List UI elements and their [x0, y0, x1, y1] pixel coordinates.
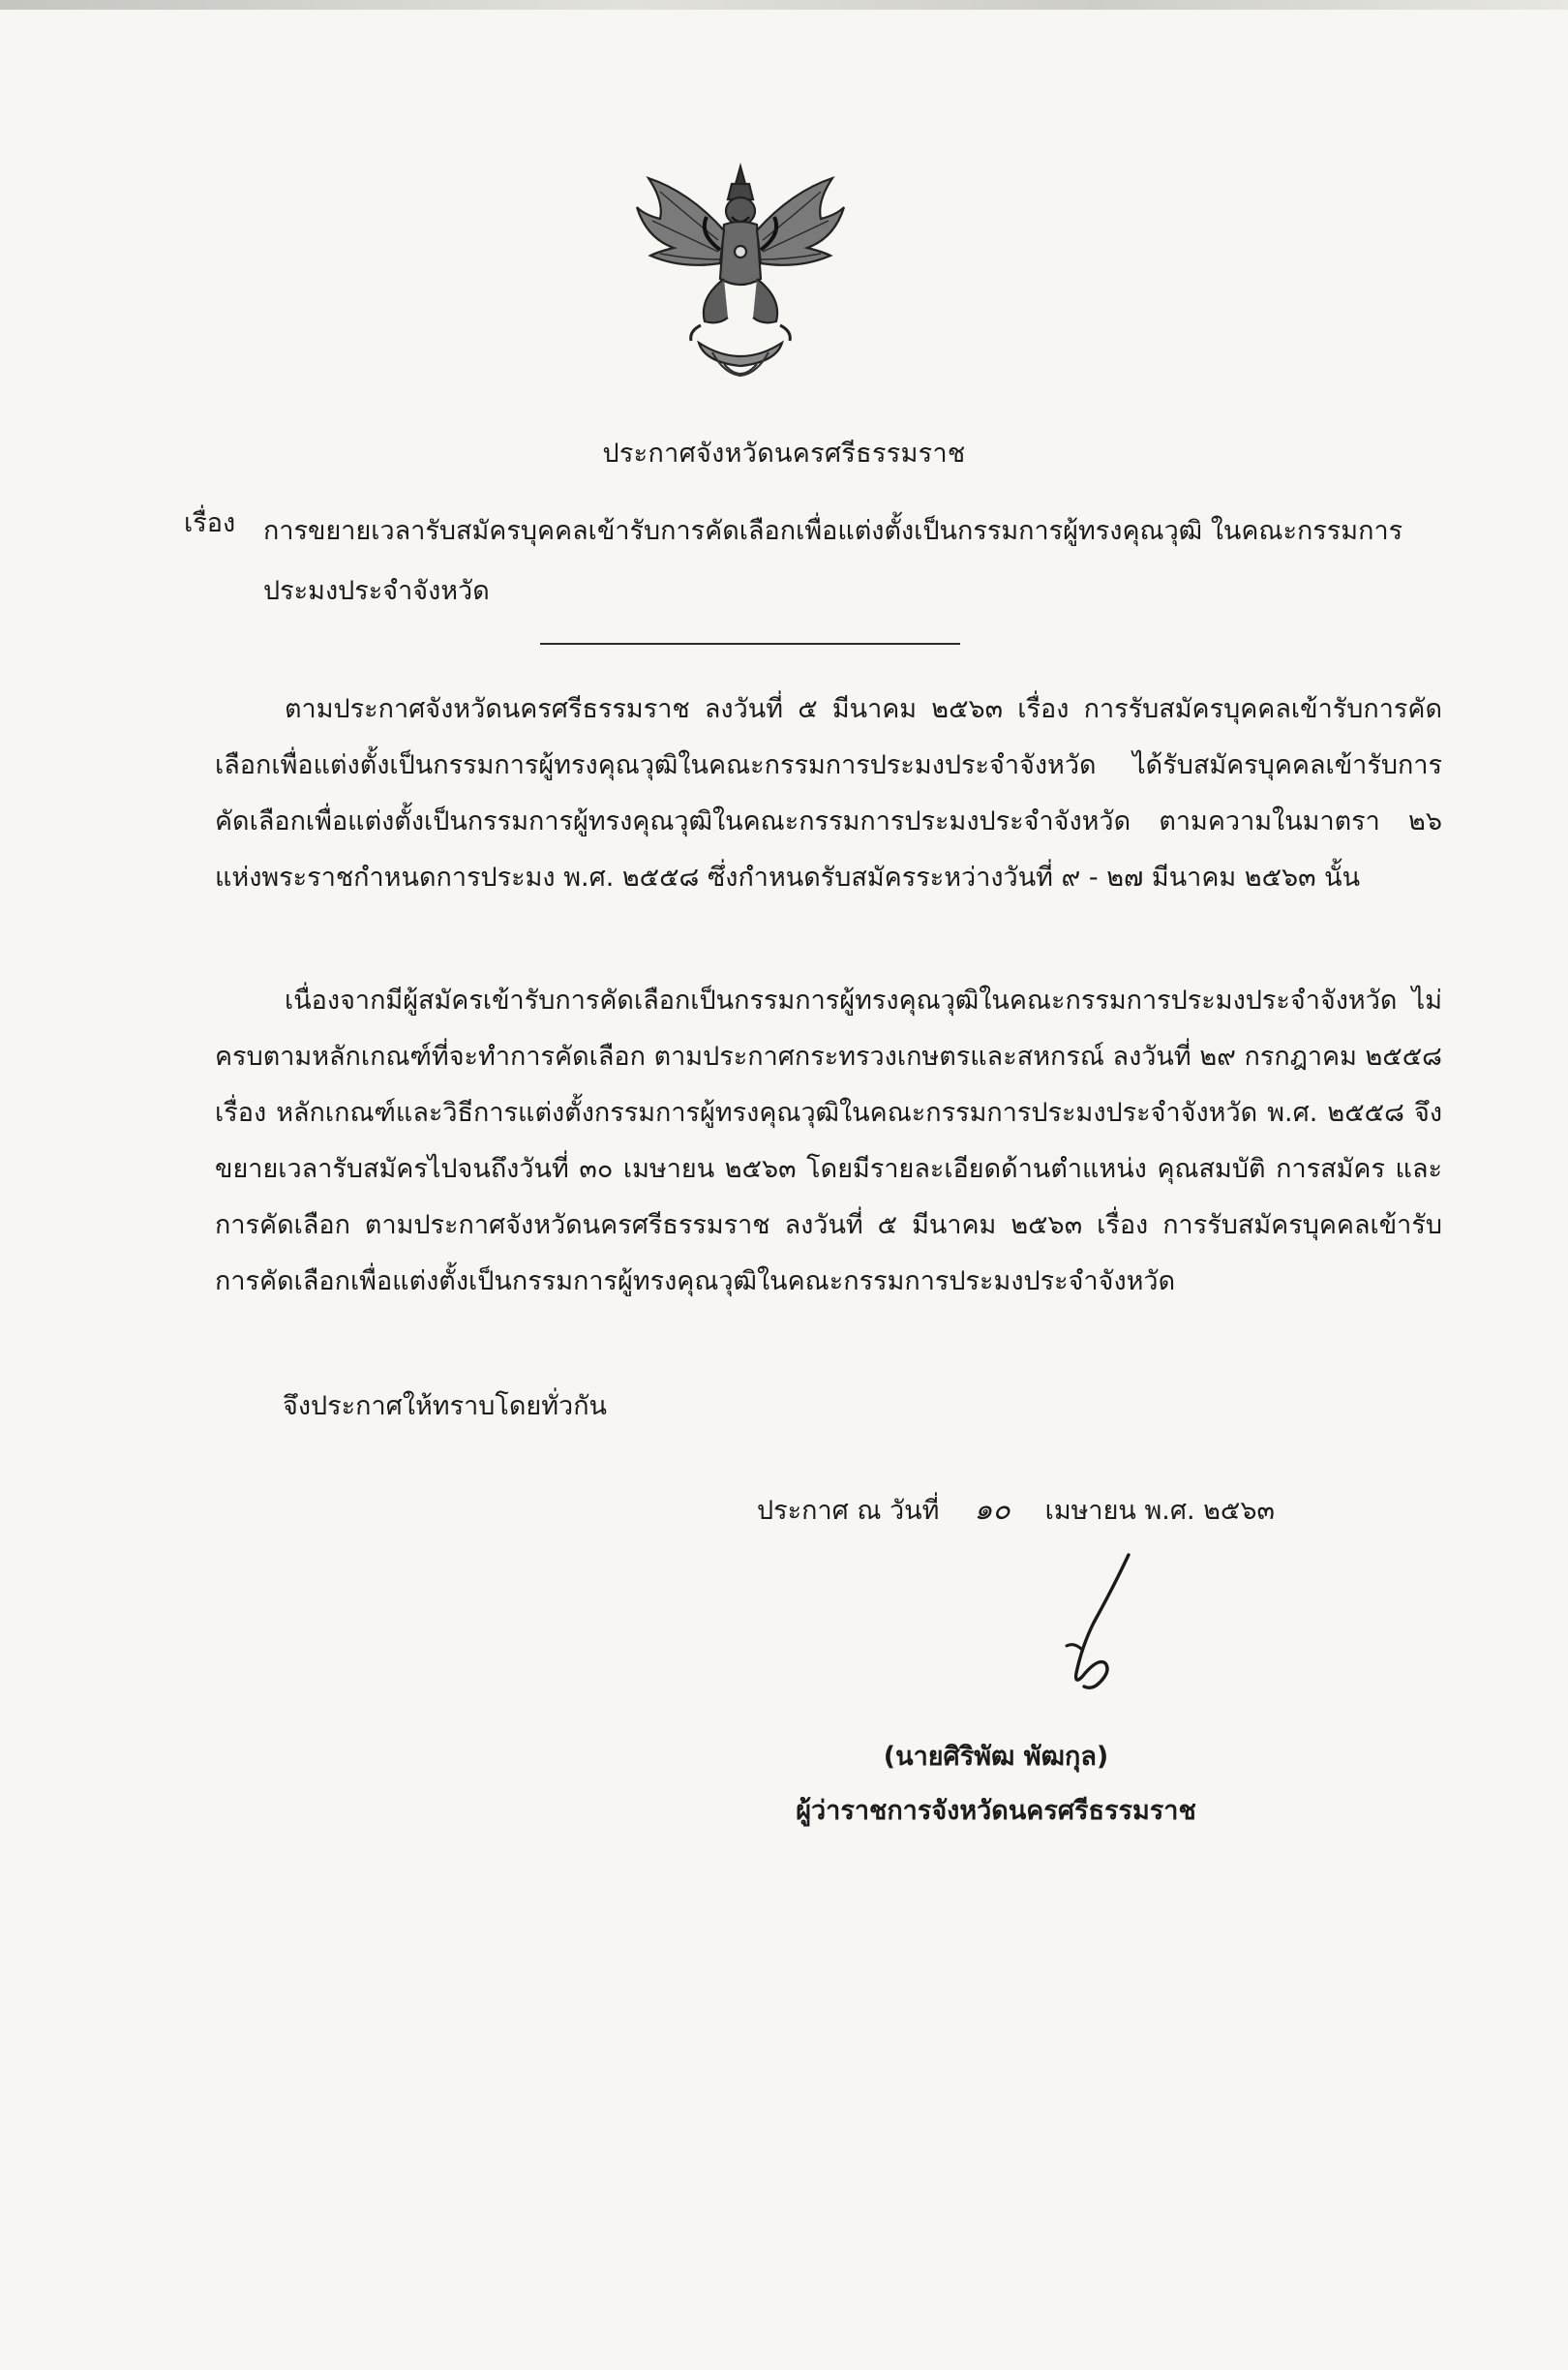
- subject-label: เรื่อง: [184, 508, 236, 538]
- paragraph-1-text: ตามประกาศจังหวัดนครศรีธรรมราช ลงวันที่ ๕ มีนาคม ๒๕๖๓ เรื่อง การรับสมัครบุคคลเข้ารับการคัดเลือกเพื่อแต่งตั้งเป็นกรรมการผู้ทรงคุณวุฒิในคณะกรรมการประมงประจำจังหวัด ได้รับสมัครบุคคลเข้ารับการคัดเลือกเพื่อแต่งตั้งเป็นกรรมการผู้ทรงคุณวุฒิในคณะกรรมการประมงประจำจังหวัด ตามความในมาตรา ๒๖ แห่งพระราชกำหนดการประมง พ.ศ. ๒๕๕๘ ซึ่งกำหนดรับสมัครระหว่างวันที่ ๙ - ๒๗ มีนาคม ๒๕๖๓ นั้น: [215, 694, 1442, 893]
- handwritten-signature: [1005, 1549, 1179, 1704]
- signer-title: ผู้ว่าราชการจังหวัดนครศรีธรรมราช: [796, 1796, 1196, 1826]
- body-paragraph-1: [215, 682, 1442, 906]
- date-prefix: ประกาศ ณ วันที่: [757, 1496, 940, 1526]
- paragraph-2-text: เนื่องจากมีผู้สมัครเข้ารับการคัดเลือกเป็นกรรมการผู้ทรงคุณวุฒิในคณะกรรมการประมงประจำจังหวัด ไม่ครบตามหลักเกณฑ์ที่จะทำการคัดเลือก ตามประกาศกระทรวงเกษตรและสหกรณ์ ลงวันที่ ๒๙ กรกฎาคม ๒๕๕๘ เรื่อง หลักเกณฑ์และวิธีการแต่งตั้งกรรมการผู้ทรงคุณวุฒิในคณะกรรมการประมงประจำจังหวัด พ.ศ. ๒๕๕๘ จึงขยายเวลารับสมัครไปจนถึงวันที่ ๓๐ เมษายน ๒๕๖๓ โดยมีรายละเอียดด้านตำแหน่ง คุณสมบัติ การสมัคร และการคัดเลือก ตามประกาศจังหวัดนครศรีธรรมราช ลงวันที่ ๕ มีนาคม ๒๕๖๓ เรื่อง การรับสมัครบุคคลเข้ารับการคัดเลือกเพื่อแต่งตั้งเป็นกรรมการผู้ทรงคุณวุฒิในคณะกรรมการประมงประจำจังหวัด: [215, 986, 1442, 1296]
- announcement-date: [757, 1487, 1275, 1533]
- body-paragraph-2: [215, 973, 1442, 1310]
- garuda-emblem-icon: [631, 163, 850, 385]
- scan-edge: [0, 0, 1568, 10]
- document-title: ประกาศจังหวัดนครศรีธรรมราช: [602, 439, 966, 469]
- date-day-handwritten: ๑๐: [974, 1493, 1010, 1527]
- date-month-year: เมษายน พ.ศ. ๒๕๖๓: [1044, 1496, 1275, 1526]
- closing-statement: จึงประกาศให้ทราบโดยทั่วกัน: [283, 1391, 607, 1421]
- signer-name: (นายศิริพัฒ พัฒกุล): [883, 1742, 1109, 1772]
- divider-line: [540, 643, 960, 645]
- subject-text: การขยายเวลารับสมัครบุคคลเข้ารับการคัดเลือกเพื่อแต่งตั้งเป็นกรรมการผู้ทรงคุณวุฒิ ในคณะกรรมการประมงประจำจังหวัด: [263, 516, 1403, 606]
